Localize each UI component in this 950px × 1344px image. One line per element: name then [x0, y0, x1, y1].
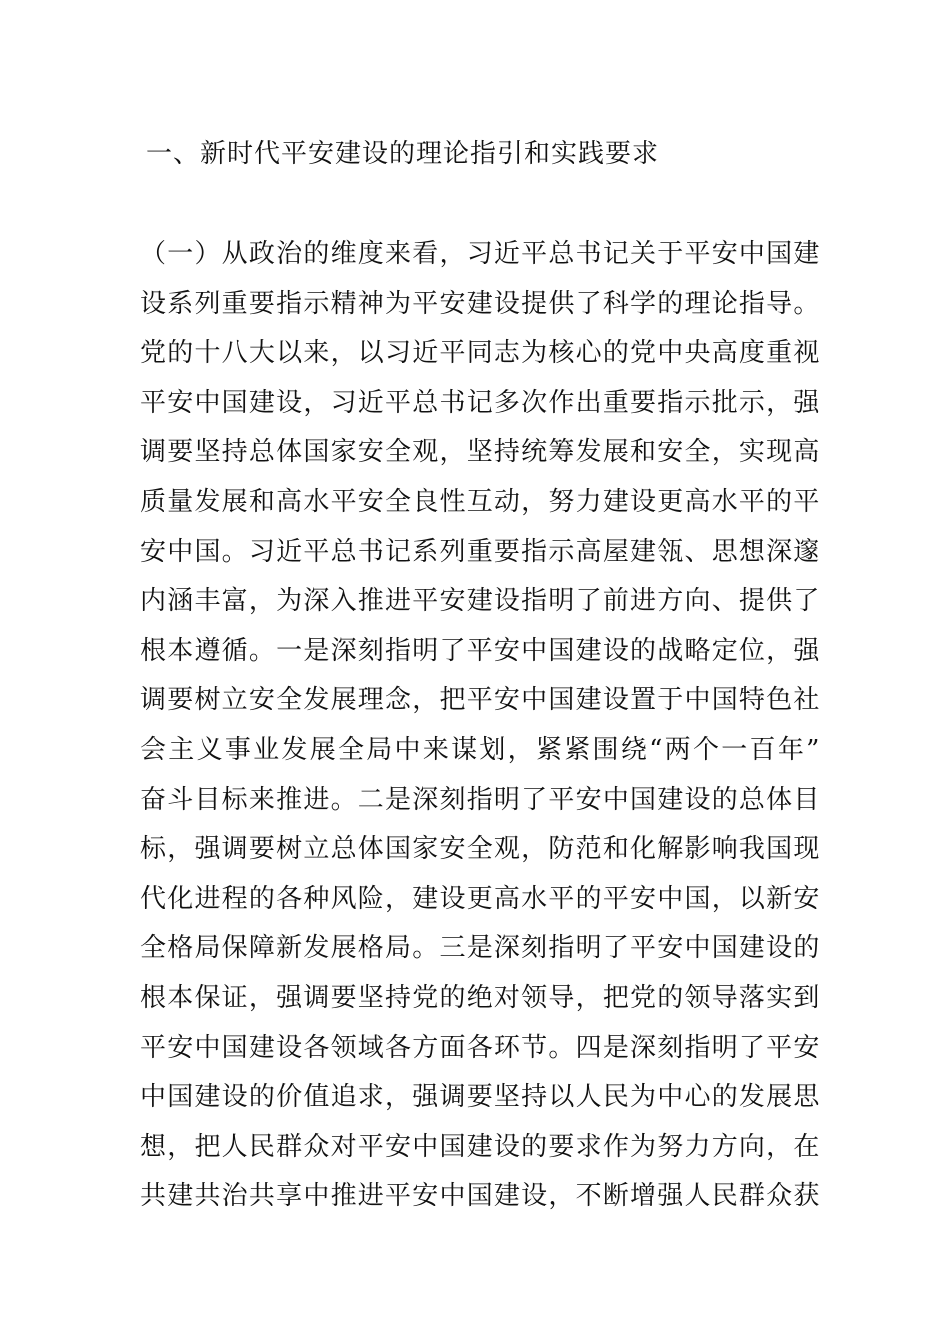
paragraph-line: 党的十八大以来，以习近平同志为核心的党中央高度重视: [140, 338, 820, 369]
paragraph-line: 中国建设的价值追求，强调要坚持以人民为中心的发展思: [140, 1082, 820, 1113]
body-paragraph: [140, 230, 820, 1222]
paragraph-line: 想，把人民群众对平安中国建设的要求作为努力方向，在: [140, 1131, 820, 1162]
paragraph-line: 标，强调要树立总体国家安全观，防范和化解影响我国现: [140, 834, 820, 865]
paragraph-line: 全格局保障新发展格局。三是深刻指明了平安中国建设的: [140, 933, 820, 964]
paragraph-line: 设系列重要指示精神为平安建设提供了科学的理论指导。: [140, 288, 820, 319]
paragraph-line: 代化进程的各种风险，建设更高水平的平安中国，以新安: [140, 883, 820, 914]
paragraph-line: 根本遵循。一是深刻指明了平安中国建设的战略定位，强: [140, 635, 820, 666]
paragraph-line: 奋斗目标来推进。二是深刻指明了平安中国建设的总体目: [140, 784, 820, 815]
paragraph-line: 根本保证，强调要坚持党的绝对领导，把党的领导落实到: [140, 982, 820, 1013]
paragraph-line: 共建共治共享中推进平安中国建设，不断增强人民群众获: [140, 1181, 820, 1212]
paragraph-line: 安中国。习近平总书记系列重要指示高屋建瓴、思想深邃: [140, 536, 820, 567]
paragraph-line: （一）从政治的维度来看，习近平总书记关于平安中国建: [140, 239, 820, 269]
paragraph-line: 内涵丰富，为深入推进平安建设指明了前进方向、提供了: [140, 586, 820, 617]
paragraph-line: 调要树立安全发展理念，把平安中国建设置于中国特色社: [140, 685, 820, 716]
paragraph-line: 平安中国建设，习近平总书记多次作出重要指示批示，强: [140, 387, 820, 418]
paragraph-line: 会主义事业发展全局中来谋划，紧紧围绕“两个一百年”: [140, 734, 820, 765]
paragraph-line: 调要坚持总体国家安全观，坚持统筹发展和安全，实现高: [140, 437, 820, 468]
paragraph-line: 平安中国建设各领域各方面各环节。四是深刻指明了平安: [140, 1032, 820, 1063]
paragraph-line: 质量发展和高水平安全良性互动，努力建设更高水平的平: [140, 486, 820, 517]
section-heading: 一、新时代平安建设的理论指引和实践要求: [146, 139, 660, 169]
